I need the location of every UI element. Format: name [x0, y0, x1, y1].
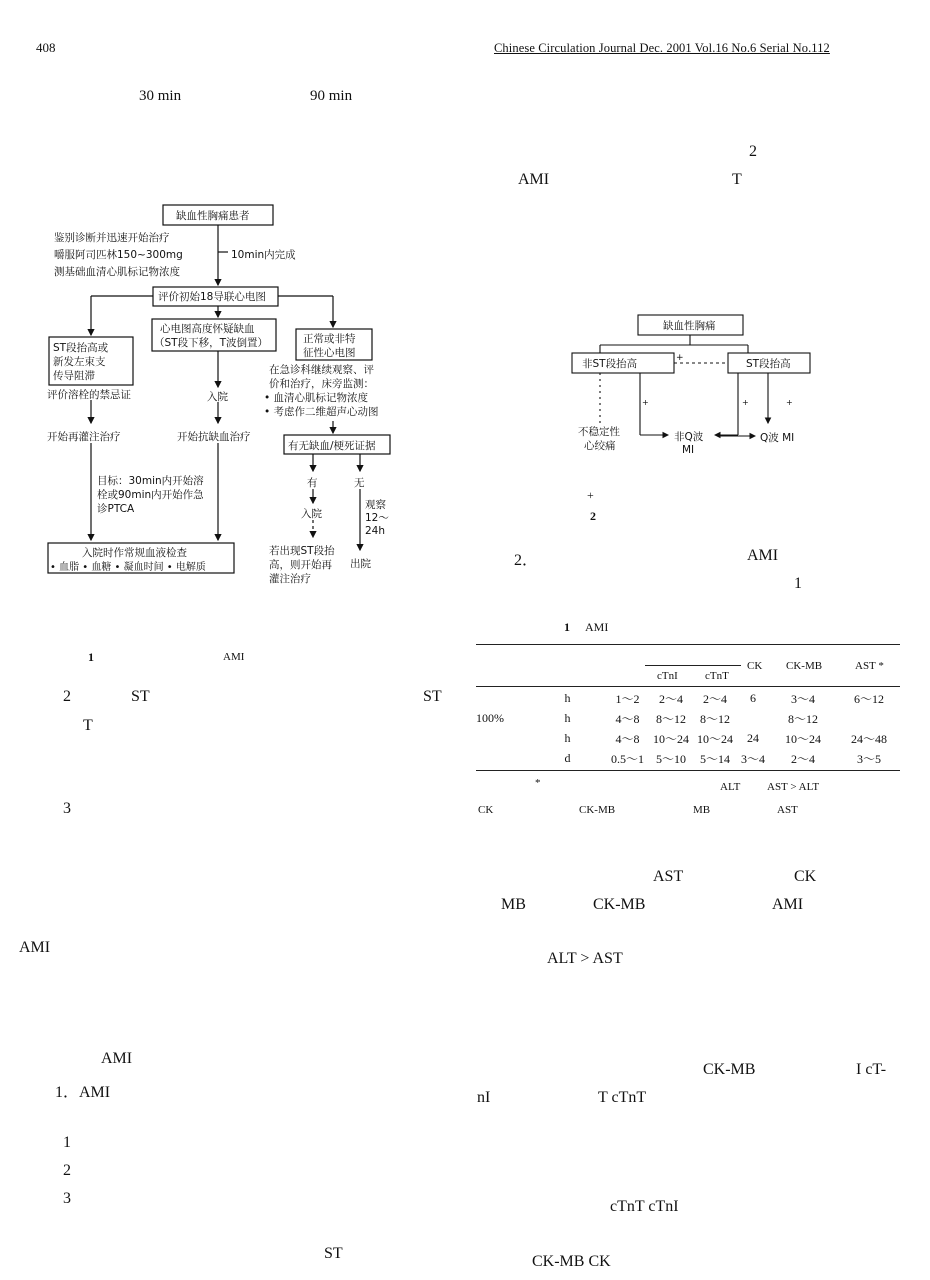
- table-cell: 8～12: [787, 711, 818, 726]
- flow2-plus-right: +: [786, 398, 793, 407]
- table-cell: h: [564, 710, 571, 725]
- table1-caption-number: 1: [564, 620, 570, 634]
- table1-note-alt: ALT: [720, 781, 741, 793]
- flow1-no: 无: [354, 477, 365, 489]
- section2-ami: AMI: [747, 547, 779, 564]
- right-plus: +: [587, 488, 594, 502]
- table1-bottom-rule: [476, 770, 900, 771]
- figure1-caption-number: 1: [88, 650, 94, 664]
- table-cell: 3～4: [740, 751, 765, 766]
- flow1-goal-3: 诊PTCA: [97, 503, 135, 515]
- right-t-ctnt: T cTnT: [598, 1089, 647, 1106]
- flow1-mid-box-line2: （ST段下移，T波倒置）: [154, 337, 268, 349]
- flow1-if-st-1: 若出现ST段抬: [269, 545, 335, 557]
- flow1-yes: 有: [307, 477, 318, 489]
- flow2-unstable-1: 不稳定性: [578, 426, 620, 438]
- right-ckmb-ck: CK-MB CK: [532, 1253, 611, 1270]
- right-ami-2: AMI: [772, 896, 804, 913]
- table-cell: d: [564, 750, 571, 765]
- figure2-caption-number: 2: [590, 509, 596, 523]
- item2-st: ST: [131, 688, 150, 705]
- table-cell: 8～12: [699, 711, 730, 726]
- list-item-3: 3: [63, 1190, 71, 1207]
- flow2-st-text: ST段抬高: [746, 358, 791, 370]
- right-ami: AMI: [518, 171, 550, 188]
- table-cell: 10～24: [696, 731, 733, 746]
- flow1-admit: 入院: [301, 508, 322, 520]
- flow1-discharge: 出院: [350, 558, 371, 570]
- flow1-right-box-line1: 正常或非特: [303, 333, 356, 345]
- table-cell: [838, 708, 900, 728]
- right-ast: AST: [653, 868, 684, 885]
- section2-ref-1: 1: [794, 575, 802, 592]
- table1-caption-text: AMI: [585, 620, 609, 634]
- flow1-right-text-1: 在急诊科继续观察、评: [269, 364, 374, 376]
- table1-note-mb: MB: [693, 804, 711, 816]
- flow1-observe-2: 12～: [365, 512, 389, 524]
- right-mb: MB: [501, 896, 526, 913]
- flow2-unstable-2: 心绞痛: [584, 440, 616, 452]
- right-ckmb-2: CK-MB: [703, 1061, 756, 1078]
- flow1-left-box-line3: 传导阻滞: [53, 370, 95, 382]
- table-cell: 10～24: [784, 731, 821, 746]
- table-cell: 24: [747, 730, 759, 745]
- ami-margin-text: AMI: [19, 939, 51, 956]
- list-item-2: 2: [63, 1162, 71, 1179]
- table1-group-rule: [645, 665, 741, 666]
- flow1-bottom-title: 入院时作常规血液检查: [82, 547, 187, 559]
- table1-header-ctni: cTnI: [657, 670, 678, 682]
- flow1-top-text: 缺血性胸痛患者: [176, 210, 250, 222]
- table-row: [476, 748, 900, 768]
- flow1-goal-2: 栓或90min内开始作急: [97, 489, 204, 501]
- flow1-mid-step2: 开始抗缺血治疗: [177, 431, 251, 443]
- st-bottom: ST: [324, 1245, 343, 1262]
- table1-header-ckmb: CK-MB: [786, 660, 823, 672]
- table-cell: [738, 708, 768, 728]
- flow2-plus-mid: +: [742, 398, 749, 407]
- table1-note-star: *: [535, 777, 541, 789]
- item2-number: 2: [63, 688, 71, 705]
- flow2-top-text: 缺血性胸痛: [663, 320, 716, 332]
- time-30min: 30 min: [139, 88, 182, 104]
- flow2-non-st-text: 非ST段抬高: [582, 358, 638, 370]
- flow1-right-text-3: • 血清心肌标记物浓度: [264, 392, 369, 404]
- table-cell: 5～10: [655, 751, 686, 766]
- flow2-nonq-2: MI: [682, 444, 695, 456]
- table1-note-ast: AST: [777, 804, 798, 816]
- section2-title: 2．: [514, 552, 539, 569]
- right-ni: nI: [477, 1089, 491, 1106]
- table1-note-ckmb: CK-MB: [579, 804, 616, 816]
- flow1-if-st-3: 灌注治疗: [269, 573, 311, 585]
- table-cell: [476, 688, 530, 708]
- table1-note-ast-alt: AST > ALT: [767, 781, 820, 793]
- table1-header-ck: CK: [747, 660, 763, 672]
- table-cell: 6: [750, 690, 756, 705]
- item2-st-right: ST: [423, 688, 442, 705]
- flow1-evidence-text: 有无缺血/梗死证据: [288, 440, 376, 452]
- flow1-action-2: 嚼服阿司匹林150~300mg: [54, 249, 183, 261]
- flow1-left-step2: 开始再灌注治疗: [47, 431, 121, 443]
- ami-heading: AMI: [101, 1050, 133, 1067]
- figure1-flowchart: [0, 195, 465, 595]
- table1-header-ast: AST *: [855, 660, 884, 672]
- table-cell: 0.5～1: [610, 751, 644, 766]
- table-cell: h: [564, 730, 571, 745]
- table1-note-ck: CK: [478, 804, 494, 816]
- item3-number: 3: [63, 800, 71, 817]
- table-cell: [476, 728, 530, 748]
- right-ckmb: CK-MB: [593, 896, 646, 913]
- table1-header-ctnt: cTnT: [705, 670, 729, 682]
- flow1-observe-3: 24h: [365, 525, 386, 537]
- table-cell: 10～24: [652, 731, 689, 746]
- right-num-2: 2: [749, 143, 757, 160]
- flow1-action-3: 测基础血清心肌标记物浓度: [54, 266, 180, 278]
- section1-title: 1．AMI: [55, 1084, 111, 1101]
- flow1-left-box-line2: 新发左束支: [53, 356, 106, 368]
- table-cell: 1～2: [615, 691, 640, 706]
- table-cell: 3～5: [856, 751, 881, 766]
- flow1-right-text-4: • 考虑作二维超声心动图: [264, 406, 379, 418]
- flow2-plus-top: +: [676, 353, 684, 363]
- table-cell: 3～4: [790, 691, 815, 706]
- table-cell: 2～4: [658, 691, 683, 706]
- flow1-left-box-line1: ST段抬高或: [53, 342, 109, 354]
- figure2-flowchart: [560, 305, 820, 465]
- flow1-right-box-line2: 征性心电图: [303, 347, 356, 359]
- flow1-ten-min: 10min内完成: [231, 249, 296, 261]
- flow1-bottom-items: • 血脂 • 血糖 • 凝血时间 • 电解质: [50, 562, 206, 573]
- right-i-ct: I cT-: [856, 1061, 887, 1078]
- table-cell: 4～8: [615, 711, 640, 726]
- page-number: 408: [36, 40, 56, 55]
- table-cell: 6～12: [853, 691, 884, 706]
- table-cell: 100%: [476, 710, 504, 725]
- table-row: [476, 708, 900, 728]
- table-cell: 24～48: [850, 731, 887, 746]
- flow1-if-st-2: 高，则开始再: [269, 559, 332, 571]
- flow1-ecg-text: 评价初始18导联心电图: [158, 291, 266, 303]
- table-cell: 2～4: [702, 691, 727, 706]
- table-cell: 8～12: [655, 711, 686, 726]
- flow1-action-1: 鉴别诊断并迅速开始治疗: [54, 232, 170, 244]
- table-cell: h: [564, 690, 571, 705]
- table-cell: 2～4: [790, 751, 815, 766]
- flow1-goal-1: 目标：30min内开始溶: [97, 475, 204, 487]
- table-row: [476, 688, 900, 708]
- right-ctnt-ctni: cTnT cTnI: [610, 1198, 679, 1215]
- flow2-nonq-1: 非Q波: [674, 431, 704, 443]
- flow2-plus-left: +: [642, 398, 649, 407]
- table-cell: [476, 748, 530, 768]
- flow1-left-step1: 评价溶栓的禁忌证: [47, 389, 131, 401]
- time-90min: 90 min: [310, 88, 353, 104]
- table1: [476, 688, 900, 768]
- flow1-mid-step1: 入院: [207, 391, 228, 403]
- flow1-observe-1: 观察: [365, 499, 386, 511]
- item2-t: T: [83, 717, 93, 734]
- journal-header: Chinese Circulation Journal Dec. 2001 Vol.16 No.6 Serial No.112: [494, 41, 830, 55]
- table1-top-rule: [476, 644, 900, 645]
- right-ck: CK: [794, 868, 817, 885]
- table-row: [476, 728, 900, 748]
- flow1-right-text-2: 价和治疗，床旁监测：: [269, 378, 374, 390]
- list-item-1: 1: [63, 1134, 71, 1151]
- right-alt-ast: ALT > AST: [547, 950, 623, 967]
- flow2-qwave: Q波 MI: [760, 432, 795, 444]
- flow1-mid-box-line1: 心电图高度怀疑缺血: [160, 323, 255, 335]
- table-cell: 5～14: [699, 751, 730, 766]
- figure1-caption-ami: AMI: [223, 651, 245, 663]
- table-cell: 4～8: [615, 731, 640, 746]
- right-t: T: [732, 171, 742, 188]
- table1-header-rule: [476, 686, 900, 687]
